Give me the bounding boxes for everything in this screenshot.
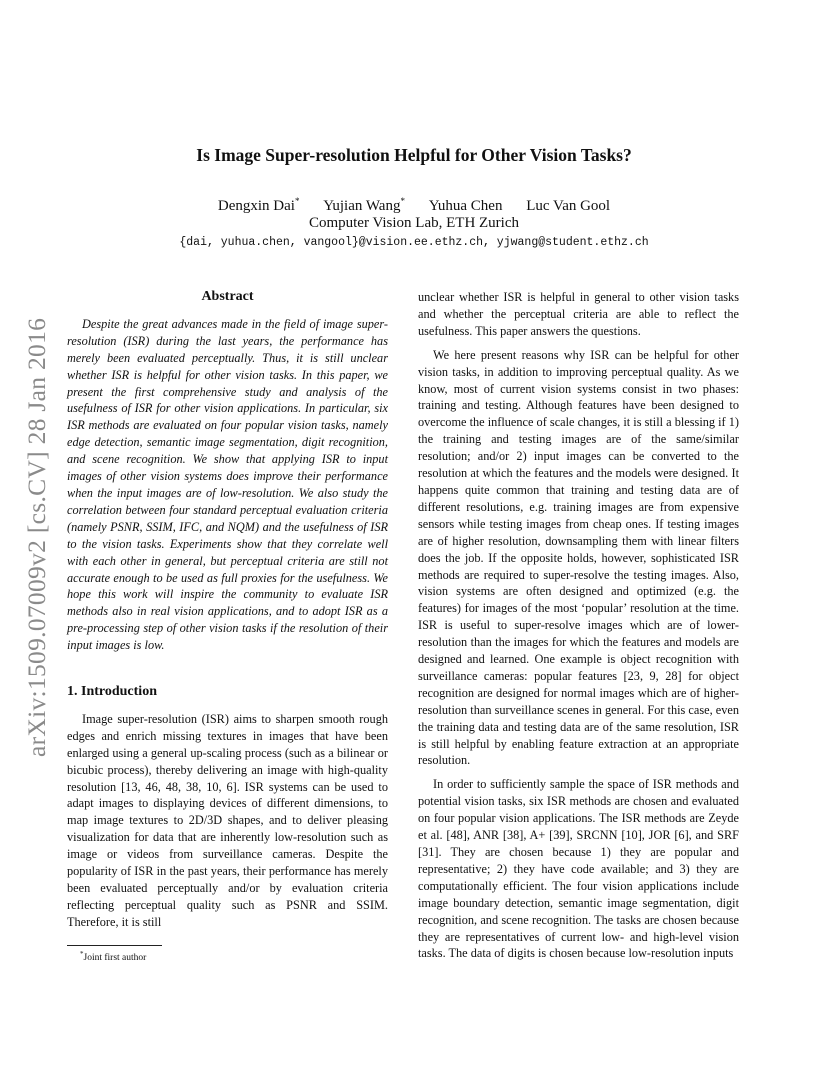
body-paragraph: We here present reasons why ISR can be helpful for other vision tasks, in addition to improving perceptual quality. As we know, most of current vision systems consist in two phases: training and testing. Although features have been designed to overcome the influence of scale changes, it is still a blessing if 1) the training and testing images are of the same/similar resolution; and/or 2) input images can be converted to the resolution at which the features and the models were designed. It happens quite common that training and testing data are of different resolutions, e.g. training images are from expensive sensors while testing images from cheap ones. If testing images are of higher resolution, downsampling them with linear filters does the job. If the opposite holds, however, sophisticated ISR methods are required to super-resolve the testing images. Also, vision systems are often designed and optimized (e.g. the features) for images of the most ‘popular’ resolution at the time. ISR is useful to super-resolve images which are of lower-resolution than the images for which the features and models are designed and learned. One example is object recognition with surveillance cameras: popular features [23, 9, 28] for object recognition are designed for normal images which are of higher-resolution than surveillance scenes in general. For this case, even the training data and testing data are of the same resolution, ISR is still helpful by enabling feature extraction at an appropriate resolution. [418,347,739,768]
author-list [0,196,828,215]
right-column [418,289,739,969]
introduction-paragraph: Image super-resolution (ISR) aims to sharpen smooth rough edges and enrich missing textures in images that have been enlarged using a general up-scaling process (such as a bilinear or bicubic process), thereby delivering an image with high-quality resolution [13, 46, 48, 38, 10, 6]. ISR systems can be used to adapt images to displaying devices of different dimensions, to map image textures to 2D/3D shapes, and to deliver pleasing visualization for data that are inherently low-resolution such as image or videos from surveillance cameras. Despite the popularity of ISR in the past years, their performance has merely been evaluated perceptually and/or by evaluation criteria reflecting perceptual quality such as PSNR and SSIM. Therefore, it is still [67,711,388,929]
footnote: *Joint first author [80,950,147,964]
author-emails: {dai, yuhua.chen, vangool}@vision.ee.ethz.ch, yjwang@student.ethz.ch [179,236,649,249]
abstract-heading: Abstract [201,289,254,304]
paper-title: Is Image Super-resolution Helpful for Other Vision Tasks? [196,145,632,165]
arxiv-identifier: arXiv:1509.07009v2 [cs.CV] 28 Jan 2016 [22,317,51,757]
footnote-divider [67,945,162,946]
body-paragraph: In order to sufficiently sample the space of ISR methods and potential vision tasks, six ISR methods are chosen and evaluated on four popular vision applications. The ISR methods are Zeyde et al. [48], ANR [38], A+ [39], SRCNN [10], JOR [6], and SRF [31]. They are chosen because 1) they are popular and representative; 2) they have code available; and 3) they are computationally efficient. The four vision applications include image boundary detection, semantic image segmentation, digit recognition, and scene recognition. The tasks are chosen because they are representatives of current low- and high-level vision tasks. The data of digits is chosen because low-resolution inputs [418,777,739,961]
left-column [67,289,388,938]
author: Yujian Wang* [323,196,405,214]
affiliation: Computer Vision Lab, ETH Zurich [308,215,520,231]
author: Luc Van Gool [526,198,611,214]
introduction-heading: 1. Introduction [67,684,157,700]
author: Yuhua Chen [428,198,503,214]
abstract-text: Despite the great advances made in the field of image super-resolution (ISR) during the last years, the performance has merely been evaluated perceptually. Thus, it is still unclear whether ISR is helpful for other vision tasks. In this paper, we present the first comprehensive study and analysis of the usefulness of ISR for other vision applications. In particular, six ISR methods are evaluated on four popular vision tasks, namely edge detection, semantic image segmentation, digit recognition, and scene recognition. We show that applying ISR to input images of other vision systems does improve their performance when the input images are of low-resolution. We also study the correlation between four standard perceptual evaluation criteria (namely PSNR, SSIM, IFC, and NQM) and the usefulness of ISR to the vision tasks. Experiments show that they correlate well with each other in general, but perceptual criteria are still not accurate enough to be used as full proxies for the usefulness. We hope this work will inspire the community to evaluate ISR methods also in real vision applications, and to adopt ISR as a pre-processing step of other vision tasks if the resolution of their input images is low. [67,316,388,653]
author: Dengxin Dai* [217,196,300,214]
body-paragraph: unclear whether ISR is helpful in general to other vision tasks and whether the perceptual criteria are able to reflect the usefulness. This paper answers the questions. [418,290,739,338]
